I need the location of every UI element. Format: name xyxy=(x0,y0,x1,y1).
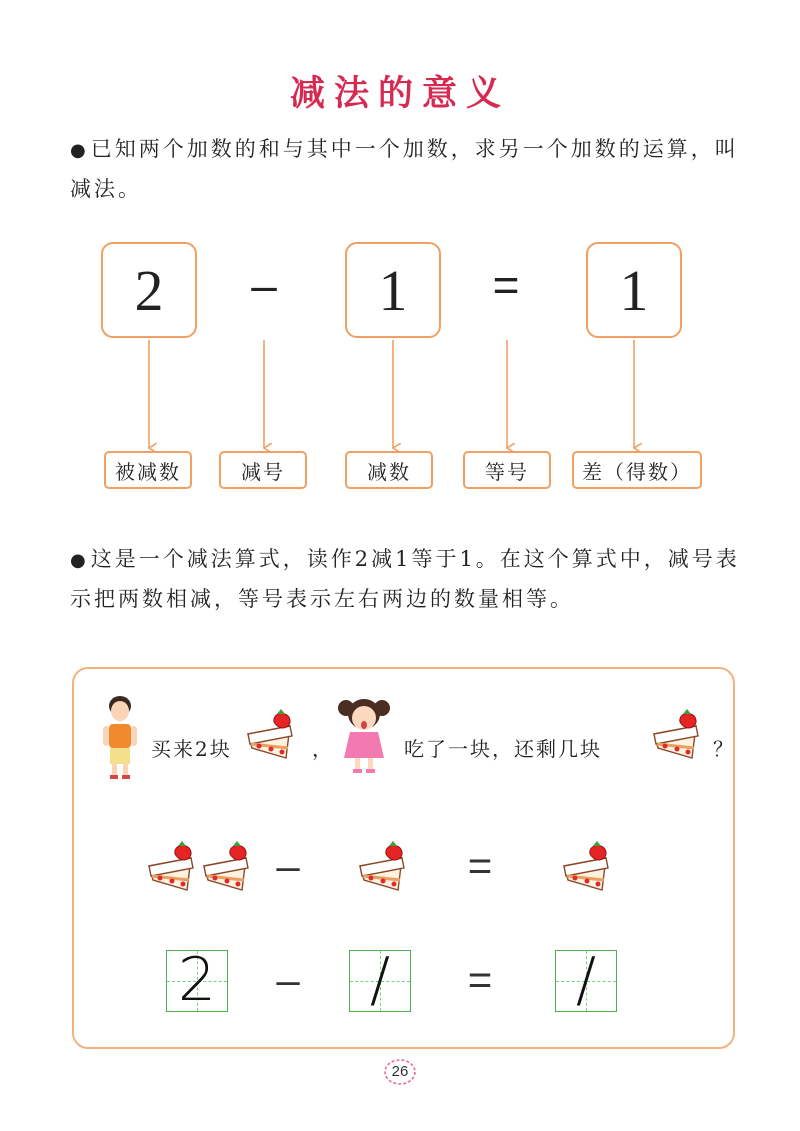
girl-icon xyxy=(334,696,394,776)
label-difference: 差（得数） xyxy=(572,451,702,489)
label-arrows xyxy=(0,0,800,460)
bullet-icon: ● xyxy=(70,140,89,161)
story-text-ate: 吃了一块，还剩几块 xyxy=(404,737,602,761)
writing-grid-difference xyxy=(555,945,617,1015)
minus-sign: – xyxy=(251,259,277,311)
picture-equals-sign: = xyxy=(467,842,493,889)
written-minuend: 2 xyxy=(177,945,217,1015)
picture-minus-sign: – xyxy=(276,842,300,889)
writing-grid-minuend xyxy=(166,945,228,1015)
cake-icon xyxy=(145,840,201,898)
explanation-text: 这是一个减法算式，读作2减1等于1。在这个算式中，减号表示把两数相减，等号表示左右两边的数量相等。 xyxy=(70,547,740,611)
story-comma: ， xyxy=(312,737,334,761)
written-equals-sign: = xyxy=(467,956,493,1003)
subtrahend-box: 1 xyxy=(345,242,441,338)
written-difference: / xyxy=(575,945,597,1015)
cake-icon xyxy=(200,840,256,898)
cake-icon xyxy=(356,840,412,898)
page-title: 减法的意义 xyxy=(289,73,510,114)
equals-sign: = xyxy=(492,259,520,311)
story-text-bought: 买来2块 xyxy=(151,737,232,761)
written-subtrahend: / xyxy=(369,945,391,1015)
bullet-icon: ● xyxy=(70,550,89,571)
label-subtrahend: 减数 xyxy=(345,451,433,489)
label-minuend: 被减数 xyxy=(104,451,192,489)
page-number: 26 xyxy=(391,1063,409,1080)
definition-text: 已知两个加数的和与其中一个加数，求另一个加数的运算，叫减法。 xyxy=(70,137,739,201)
explanation-paragraph xyxy=(70,540,740,618)
cake-icon xyxy=(560,840,616,898)
boy-icon xyxy=(100,694,140,782)
writing-grid-subtrahend xyxy=(349,945,411,1015)
written-minus-sign: – xyxy=(276,956,300,1003)
story-question-mark: ？ xyxy=(713,737,735,761)
cake-icon xyxy=(650,708,706,766)
cake-icon xyxy=(244,708,300,766)
label-equals-sign: 等号 xyxy=(463,451,551,489)
label-minus-sign: 减号 xyxy=(219,451,307,489)
minuend-box: 2 xyxy=(101,242,197,338)
difference-box: 1 xyxy=(586,242,682,338)
